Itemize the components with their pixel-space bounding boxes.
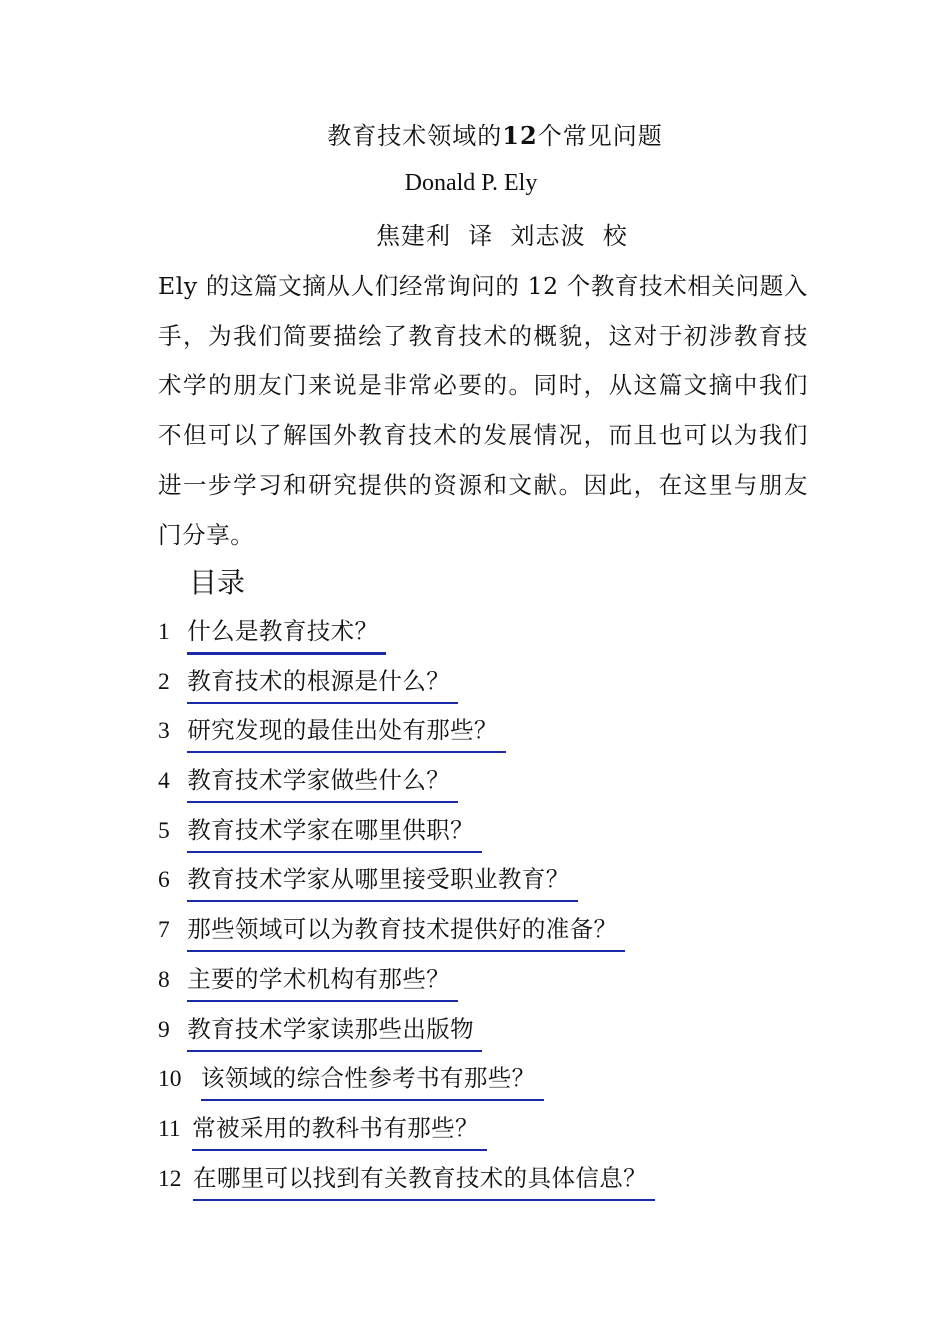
toc-link-6[interactable]: 教育技术学家从哪里接受职业教育？ [187, 860, 577, 902]
toc-number: 5 [158, 817, 170, 844]
toc-item-5 [158, 811, 718, 861]
toc-link-1[interactable]: 什么是教育技术？ [187, 612, 386, 655]
translator-line: 焦建利 译 刘志波 校 [376, 222, 628, 250]
toc-number: 11 [158, 1115, 181, 1142]
toc-number: 4 [158, 768, 170, 795]
toc-item-3 [158, 711, 718, 761]
toc-item-6 [158, 860, 718, 910]
title-prefix: 教育技术领域的 [327, 122, 503, 150]
toc-item-11 [158, 1109, 718, 1159]
toc-number: 1 [158, 619, 170, 645]
toc-number: 7 [158, 917, 170, 944]
toc-number: 10 [158, 1066, 182, 1093]
toc-link-5[interactable]: 教育技术学家在哪里供职？ [187, 811, 482, 853]
toc-number: 3 [158, 718, 170, 745]
toc-number: 8 [158, 966, 170, 993]
toc-link-7[interactable]: 那些领域可以为教育技术提供好的准备？ [187, 910, 625, 952]
toc-item-8 [158, 960, 718, 1010]
toc-number: 6 [158, 867, 170, 894]
toc-number: 12 [158, 1165, 182, 1192]
toc-link-4[interactable]: 教育技术学家做些什么？ [187, 761, 458, 803]
toc-item-9 [158, 1010, 718, 1060]
toc-link-3[interactable]: 研究发现的最佳出处有那些？ [187, 711, 506, 753]
abstract-paragraph: Ely 的这篇文摘从人们经常询问的 12 个教育技术相关问题入手，为我们简要描绘了教育技术的概貌，这对于初涉教育技术学的朋友门来说是非常必要的。同时，从这篇文摘中我们不但可以了解国外教育技术的发展情况，而且也可以为我们进一步学习和研究提供的资源和文献。因此，在这里与朋友门分享。 [158, 272, 808, 549]
title-suffix: 个常见问题 [537, 122, 663, 150]
table-of-contents [158, 612, 718, 1208]
toc-link-2[interactable]: 教育技术的根源是什么？ [187, 662, 458, 704]
toc-item-4 [158, 761, 718, 811]
toc-link-10[interactable]: 该领域的综合性参考书有那些？ [201, 1059, 544, 1101]
toc-item-1 [158, 612, 718, 662]
toc-item-2 [158, 662, 718, 712]
toc-link-11[interactable]: 常被采用的教科书有那些？ [192, 1109, 487, 1151]
toc-heading: 目录 [189, 566, 246, 599]
toc-item-12 [158, 1159, 718, 1209]
toc-number: 9 [158, 1016, 170, 1043]
toc-link-12[interactable]: 在哪里可以找到有关教育技术的具体信息？ [193, 1159, 655, 1201]
toc-item-10 [158, 1059, 718, 1109]
author-name: Donald P. Ely [404, 170, 538, 196]
document-title [0, 116, 950, 151]
toc-item-7 [158, 910, 718, 960]
title-number: 12 [502, 121, 538, 150]
toc-link-8[interactable]: 主要的学术机构有那些？ [187, 960, 458, 1002]
toc-number: 2 [158, 668, 170, 695]
toc-link-9[interactable]: 教育技术学家读那些出版物 [187, 1010, 482, 1052]
